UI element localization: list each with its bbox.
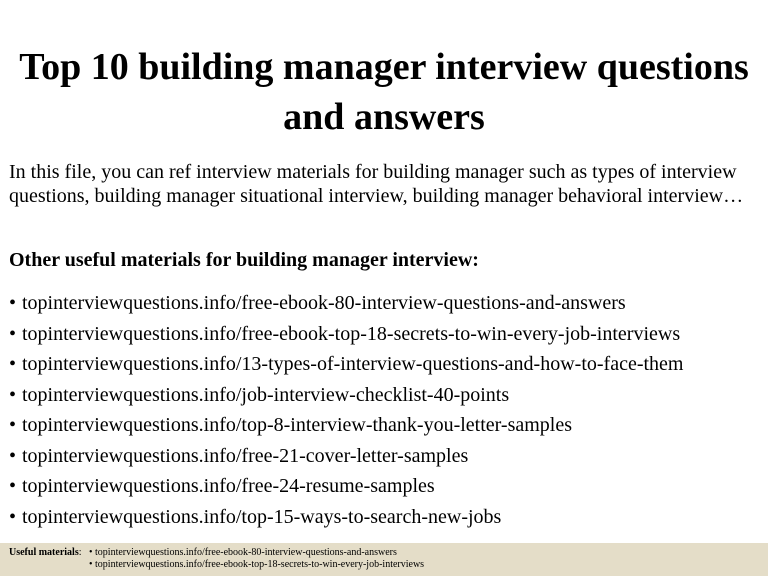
bullet-icon: • <box>9 322 17 345</box>
bullet-icon: • <box>9 444 17 467</box>
bullet-icon: • <box>9 353 17 375</box>
material-link[interactable]: topinterviewquestions.info/13-types-of-interview-questions-and-how-to-face-them <box>22 353 684 375</box>
footer-link[interactable]: topinterviewquestions.info/free-ebook-top-18-secrets-to-win-every-job-interviews <box>95 559 425 570</box>
material-link[interactable]: topinterviewquestions.info/free-ebook-80-interview-questions-and-answers <box>22 292 626 314</box>
title-line-1: Top 10 building manager interview questions <box>19 46 749 88</box>
bullet-icon: • <box>89 559 93 570</box>
material-link[interactable]: topinterviewquestions.info/free-24-resume-samples <box>22 475 435 497</box>
material-link[interactable]: topinterviewquestions.info/top-8-interview-thank-you-letter-samples <box>22 414 573 436</box>
list-item <box>9 288 764 319</box>
material-link[interactable]: topinterviewquestions.info/top-15-ways-to-search-new-jobs <box>22 505 502 528</box>
footer-item <box>89 547 424 559</box>
footer-label-text: Useful materials <box>9 547 79 558</box>
footer-bar <box>0 543 768 576</box>
intro-paragraph: In this file, you can ref interview materials for building manager such as types of interview questions, building manager situational interview, building manager behavioral interview… <box>9 161 744 207</box>
list-item <box>9 502 764 533</box>
material-link[interactable]: topinterviewquestions.info/job-interview-checklist-40-points <box>22 383 510 406</box>
bullet-icon: • <box>9 383 17 406</box>
list-item <box>9 410 764 441</box>
material-link[interactable]: topinterviewquestions.info/free-21-cover-letter-samples <box>22 444 469 467</box>
materials-list <box>9 288 764 532</box>
list-item <box>9 349 764 380</box>
bullet-icon: • <box>9 414 17 436</box>
material-link[interactable]: topinterviewquestions.info/free-ebook-top-18-secrets-to-win-every-job-interviews <box>22 322 681 345</box>
bullet-icon: • <box>9 505 17 528</box>
bullet-icon: • <box>9 292 17 314</box>
materials-heading: Other useful materials for building manager interview: <box>9 249 479 271</box>
list-item <box>9 441 764 472</box>
bullet-icon: • <box>9 475 17 497</box>
footer-label <box>9 547 82 559</box>
list-item <box>9 380 764 411</box>
list-item <box>9 471 764 502</box>
bullet-icon: • <box>89 547 93 558</box>
footer-list <box>89 547 424 571</box>
page-title <box>0 42 768 142</box>
title-line-2: and answers <box>283 96 485 138</box>
list-item <box>9 319 764 350</box>
footer-item <box>89 559 424 571</box>
footer-label-separator: : <box>78 547 82 558</box>
footer-link[interactable]: topinterviewquestions.info/free-ebook-80-interview-questions-and-answers <box>95 547 397 558</box>
